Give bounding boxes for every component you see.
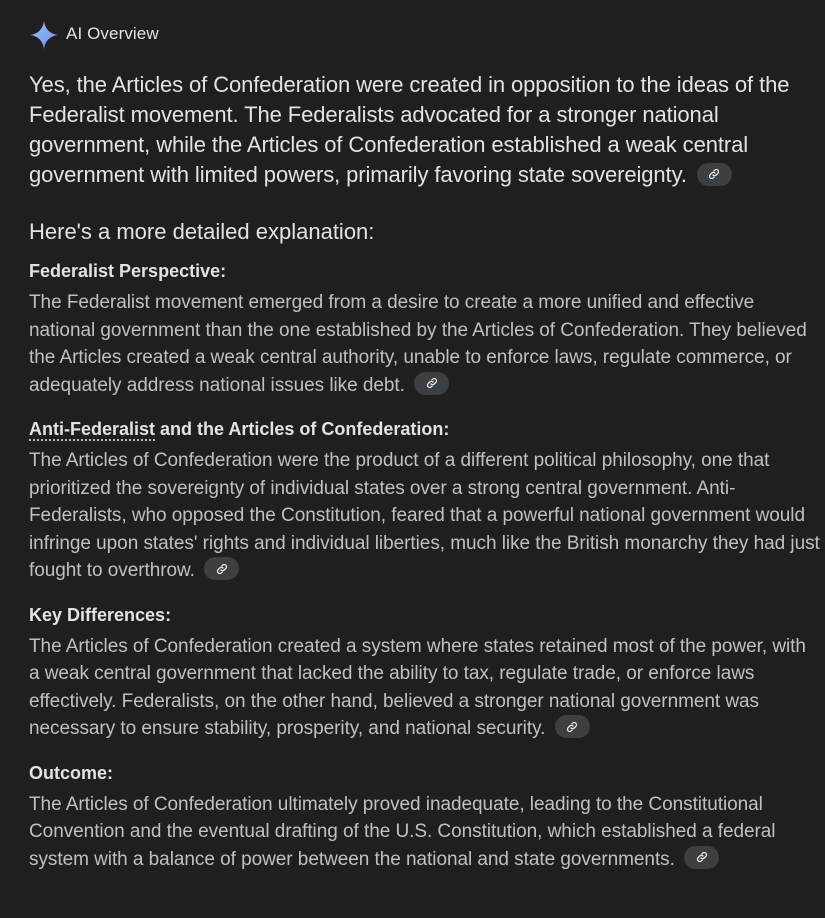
section-anti-federalist — [29, 418, 825, 585]
section-title: Federalist Perspective: — [29, 261, 227, 281]
lead-text: Yes, the Articles of Confederation were created in opposition to the ideas of the Federalist movement. The Federalists advocated for a stronger national government, while the Articles of Confederation established a weak central government with limited powers, primarily favoring state sovereignty. — [29, 72, 790, 187]
detail-subheading: Here's a more detailed explanation: — [29, 219, 375, 244]
lead-paragraph — [29, 70, 819, 190]
section-body — [29, 791, 821, 874]
source-link-chip[interactable] — [555, 715, 590, 738]
section-title — [29, 418, 825, 440]
link-icon — [566, 721, 578, 733]
sparkle-icon — [29, 20, 59, 50]
ai-overview-panel — [29, 18, 825, 873]
source-link-chip[interactable] — [697, 163, 732, 186]
section-text: The Articles of Confederation ultimately proved inadequate, leading to the Constitutional Convention and the eventual drafting of the U.S. Constitution, which established a federal system with a balance of power between the national and state governments. — [29, 793, 776, 870]
section-text: The Federalist movement emerged from a desire to create a more unified and effective national government than the one established by the Articles of Confederation. They believed the Articles created a weak central authority, unable to enforce laws, regulate commerce, or adequately address national issues like debt. — [29, 292, 807, 396]
anti-federalist-definition-link[interactable]: Anti-Federalist — [29, 419, 156, 439]
source-link-chip[interactable] — [414, 372, 449, 395]
source-link-chip[interactable] — [684, 846, 719, 869]
section-title-rest: and the Articles of Confederation: — [155, 419, 450, 439]
section-body — [29, 447, 821, 585]
link-icon — [216, 563, 228, 575]
section-federalist-perspective — [29, 260, 825, 399]
link-icon — [696, 851, 708, 863]
section-body — [29, 289, 821, 399]
source-link-chip[interactable] — [204, 557, 239, 580]
section-outcome — [29, 762, 825, 874]
section-text: The Articles of Confederation were the product of a different political philosophy, one that prioritized the sovereignty of individual states over a strong central government. Anti-Federalists, who opposed the Constitution, feared that a powerful national government would infringe upon states' rights and individual liberties, much like the British monarchy they had just fought to overthrow. — [29, 450, 820, 581]
section-body — [29, 633, 821, 743]
ai-overview-header — [29, 18, 825, 50]
link-icon — [426, 377, 438, 389]
section-title: Key Differences: — [29, 604, 172, 625]
section-text: The Articles of Confederation created a system where states retained most of the power, with a weak central government that lacked the ability to tax, regulate trade, or enforce laws effectively. Federalists, on the other hand, believed a stronger national government was necessary to ensure stability, prosperity, and national security. — [29, 635, 806, 739]
link-icon — [708, 168, 720, 180]
section-title: Outcome: — [29, 762, 114, 783]
section-key-differences — [29, 604, 825, 743]
ai-overview-title: AI Overview — [66, 24, 159, 43]
